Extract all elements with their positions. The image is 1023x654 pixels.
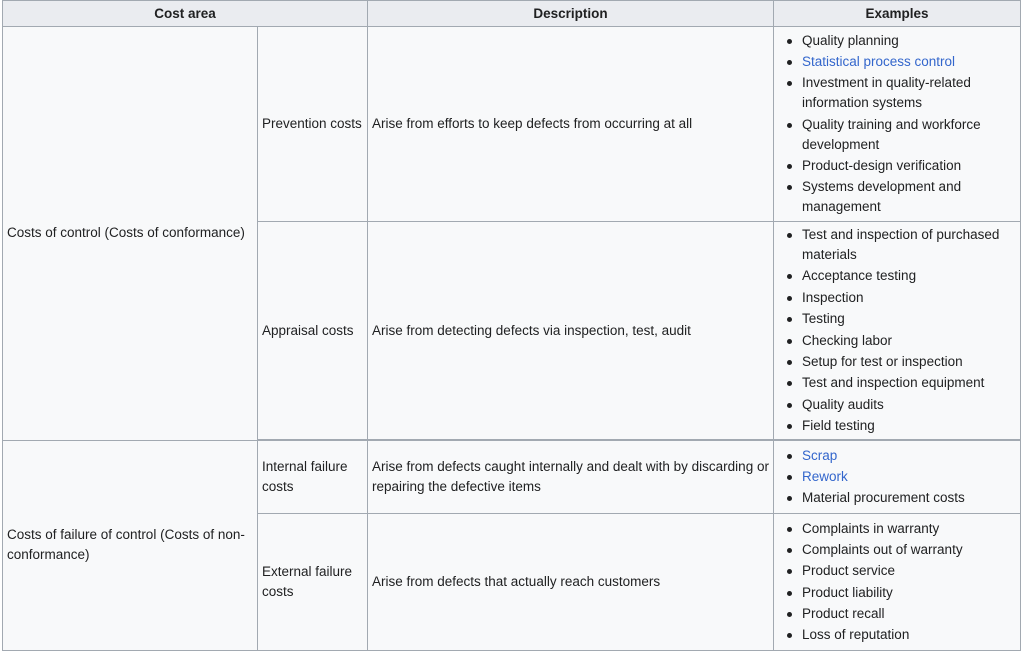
bullet-icon [787,339,792,344]
example-text: Quality planning [802,32,899,48]
bullet-icon [787,381,792,386]
subarea-cell: External failure costs [258,514,368,651]
example-link[interactable]: Scrap [802,447,838,463]
list-item [802,177,1016,217]
examples-list [778,31,1016,218]
example-text: Quality audits [802,396,884,412]
bullet-icon [787,475,792,480]
list-item [802,395,1016,415]
description-cell: Arise from detecting defects via inspection, test, audit [368,222,774,441]
bullet-icon [787,633,792,638]
example-text: Quality training and workforce development [802,116,981,152]
list-item [802,467,1016,487]
list-item [802,488,1016,508]
list-item [802,604,1016,624]
bullet-icon [787,123,792,128]
bullet-icon [787,612,792,617]
bullet-icon [787,60,792,65]
example-text: Complaints in warranty [802,520,940,536]
cost-of-quality-table [2,0,1021,651]
list-item [802,561,1016,581]
examples-cell [774,514,1021,651]
example-text: Loss of reputation [802,627,910,643]
list-item [802,115,1016,155]
list-item [802,309,1016,329]
example-text: Investment in quality-related information systems [802,75,971,111]
example-text: Material procurement costs [802,490,965,506]
bullet-icon [787,527,792,532]
example-link[interactable]: Rework [802,469,848,484]
example-text: Complaints out of warranty [802,541,963,557]
description-cell: Arise from defects that actually reach customers [368,514,774,651]
list-item [802,31,1016,51]
examples-cell [774,222,1021,441]
example-text: Systems development and management [802,179,962,215]
list-item [802,625,1016,645]
example-link[interactable]: Statistical process control [802,53,956,69]
list-item [802,352,1016,372]
header-examples: Examples [774,1,1021,27]
bullet-icon [787,317,792,322]
example-text: Product recall [802,606,885,622]
example-text: Acceptance testing [802,268,917,284]
subarea-cell: Internal failure costs [258,440,368,514]
bullet-icon [787,164,792,169]
list-item [802,373,1016,393]
list-item [802,266,1016,286]
bullet-icon [787,454,792,459]
list-item [802,288,1016,308]
bullet-icon [787,403,792,408]
bullet-icon [787,233,792,238]
list-item [802,156,1016,176]
bullet-icon [787,39,792,44]
list-item [802,73,1016,113]
bullet-icon [787,360,792,365]
bullet-icon [787,591,792,596]
bullet-icon [787,424,792,429]
example-text: Inspection [802,289,864,305]
bullet-icon [787,496,792,501]
examples-list [778,519,1016,646]
list-item [802,416,1016,436]
bullet-icon [787,296,792,301]
example-text: Product liability [802,584,893,600]
list-item [802,540,1016,560]
list-item [802,519,1016,539]
list-item [802,583,1016,603]
example-text: Product service [802,563,896,579]
list-item [802,446,1016,466]
bullet-icon [787,81,792,86]
examples-list [778,225,1016,436]
list-item [802,52,1016,72]
examples-cell [774,440,1021,514]
table-row [3,440,1021,514]
header-cost-area: Cost area [3,1,368,27]
cost-area-cell: Costs of control (Costs of conformance) [3,27,258,441]
example-text: Checking labor [802,332,893,348]
example-text: Test and inspection of purchased materials [802,226,1000,262]
header-description: Description [368,1,774,27]
cost-area-cell: Costs of failure of control (Costs of non-conformance) [3,440,258,651]
examples-list [778,446,1016,509]
example-text: Field testing [802,418,875,434]
header-row [3,1,1021,27]
example-text: Testing [802,311,845,327]
bullet-icon [787,569,792,574]
examples-cell [774,27,1021,222]
example-text: Test and inspection equipment [802,375,985,391]
table-row [3,27,1021,222]
description-cell: Arise from efforts to keep defects from occurring at all [368,27,774,222]
subarea-cell: Appraisal costs [258,222,368,441]
bullet-icon [787,274,792,279]
subarea-cell: Prevention costs [258,27,368,222]
bullet-icon [787,185,792,190]
example-text: Setup for test or inspection [802,353,963,369]
description-cell: Arise from defects caught internally and dealt with by discarding or repairing the defective items [368,440,774,514]
list-item [802,331,1016,351]
example-text: Product-design verification [802,158,962,174]
list-item [802,225,1016,265]
bullet-icon [787,548,792,553]
